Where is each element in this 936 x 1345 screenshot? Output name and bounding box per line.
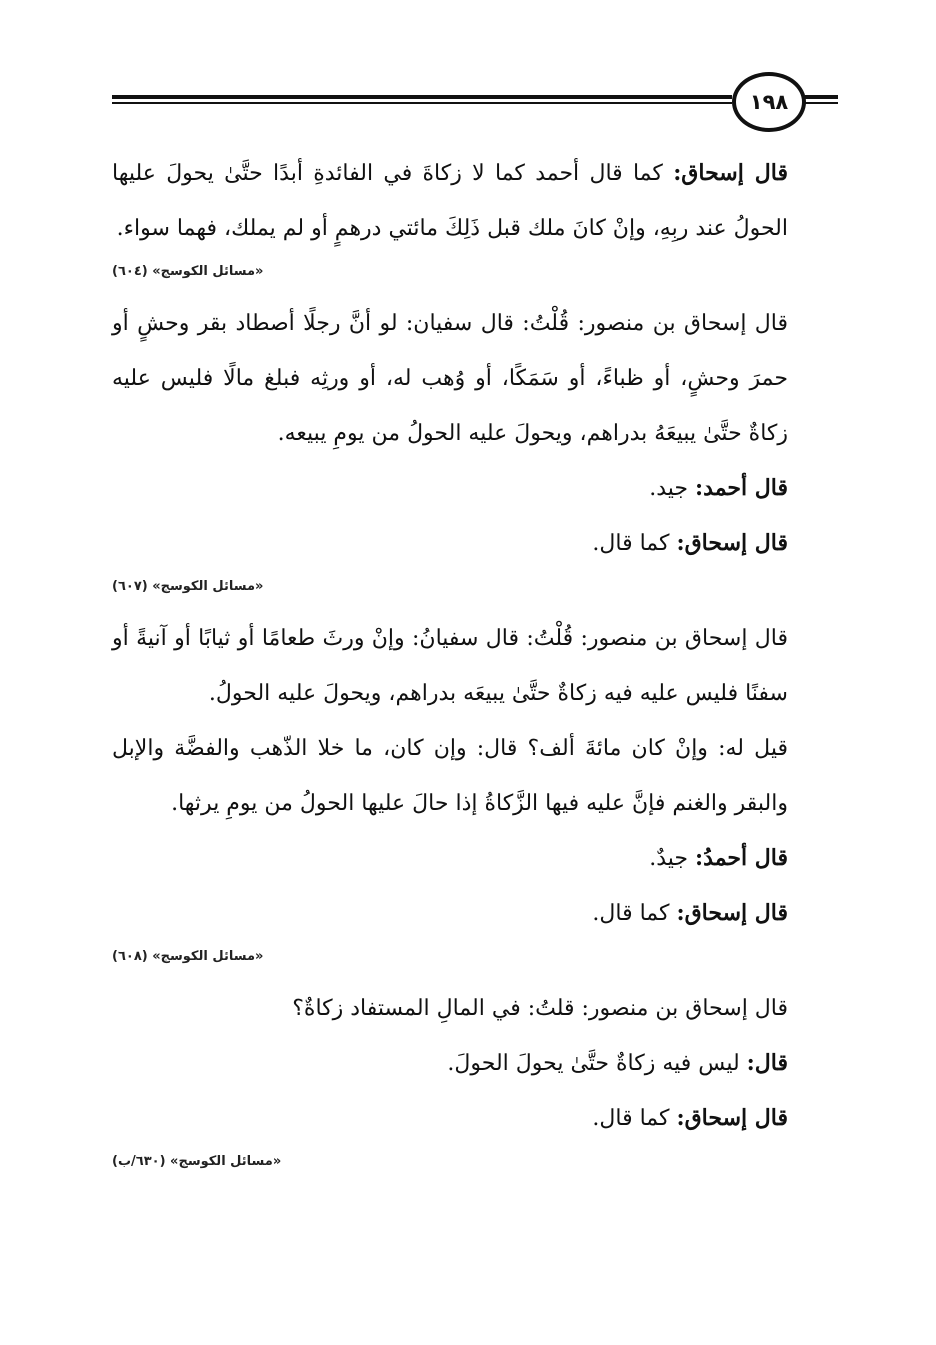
paragraph (112, 146, 838, 256)
text-block (112, 146, 838, 282)
source-citation: «مسائل الكوسج» (٦٠٧) (112, 579, 264, 594)
header-rule (112, 95, 732, 99)
speaker-label: قال إسحاق: (676, 530, 788, 556)
text-block (112, 981, 838, 1172)
paragraph-text: ليس فيه زكاةٌ حتَّىٰ يحولَ الحولَ. (447, 1051, 740, 1076)
speaker-label: قال إسحاق: (676, 1105, 788, 1131)
paragraph-text: كما قال. (592, 1106, 670, 1131)
speaker-label: قال إسحاق: (676, 900, 788, 926)
paragraph-text: قال إسحاق بن منصور: قُلْتُ: قال سفيان: لو أنَّ رجلًا أصطاد بقر وحشٍ أو حمرَ وحشٍ، أو ظباءً، أو سَمَكًا، أو وُهب له، أو ورثِه فبلغ مالًا فليس عليه زكاةٌ حتَّىٰ يبيعَهُ بدراهم، ويحولَ عليه الحولُ من يومِ يبيعه. (112, 311, 788, 446)
paragraph-text: جيدٌ. (649, 846, 689, 871)
paragraph-text: كما قال. (592, 901, 670, 926)
paragraph-text: كما قال أحمد كما لا زكاةَ في الفائدةِ أبدًا حتَّىٰ يحولَ عليها الحولُ عند ربِهِ، وإنْ كانَ ملك قبل ذَلِكَ مائتي درهمٍ أو لم يملك، فهما سواء. (112, 161, 788, 241)
paragraph-text: قال إسحاق بن منصور: قلتُ: في المالِ المستفاد زكاةٌ؟ (292, 996, 788, 1021)
page-header (112, 72, 838, 130)
paragraph (112, 721, 838, 831)
paragraph (112, 886, 838, 941)
header-rule (112, 102, 732, 104)
source-citation: «مسائل الكوسج» (٦٣٠/ب) (112, 1154, 282, 1169)
paragraph-text: كما قال. (592, 531, 670, 556)
paragraph (112, 516, 838, 571)
paragraph (112, 1036, 838, 1091)
paragraph (112, 296, 838, 461)
paragraph-text: جيد. (649, 476, 689, 501)
paragraph (112, 461, 838, 516)
paragraph (112, 981, 838, 1036)
header-rule (805, 95, 838, 99)
page-number: ١٩٨ (732, 72, 806, 132)
speaker-label: قال إسحاق: (673, 160, 788, 186)
paragraph (112, 1091, 838, 1146)
source-citation: «مسائل الكوسج» (٦٠٤) (112, 264, 264, 279)
paragraph-text: قيل له: وإنْ كان مائةَ ألف؟ قال: وإن كان، ما خلا الذّهب والفضَّة والإبل والبقر والغنم فإنَّ عليه فيها الزَّكاةُ إذا حالَ عليها الحولُ من يومِ يرثها. (112, 736, 788, 816)
speaker-label: قال أحمد: (695, 475, 788, 501)
paragraph (112, 611, 838, 721)
speaker-label: قال أحمدُ: (695, 845, 788, 871)
paragraph-text: قال إسحاق بن منصور: قُلْتُ: قال سفيانُ: وإنْ ورثَ طعامًا أو ثيابًا أو آنيةً أو سفنًا فليس عليه فيه زكاةٌ حتَّىٰ يبيعَه بدراهم، ويحولَ عليه الحولُ. (112, 626, 788, 706)
paragraph (112, 831, 838, 886)
header-rule (805, 102, 838, 104)
text-block (112, 611, 838, 967)
speaker-label: قال: (746, 1050, 788, 1076)
source-citation: «مسائل الكوسج» (٦٠٨) (112, 949, 264, 964)
page-content (112, 146, 838, 1186)
text-block (112, 296, 838, 597)
